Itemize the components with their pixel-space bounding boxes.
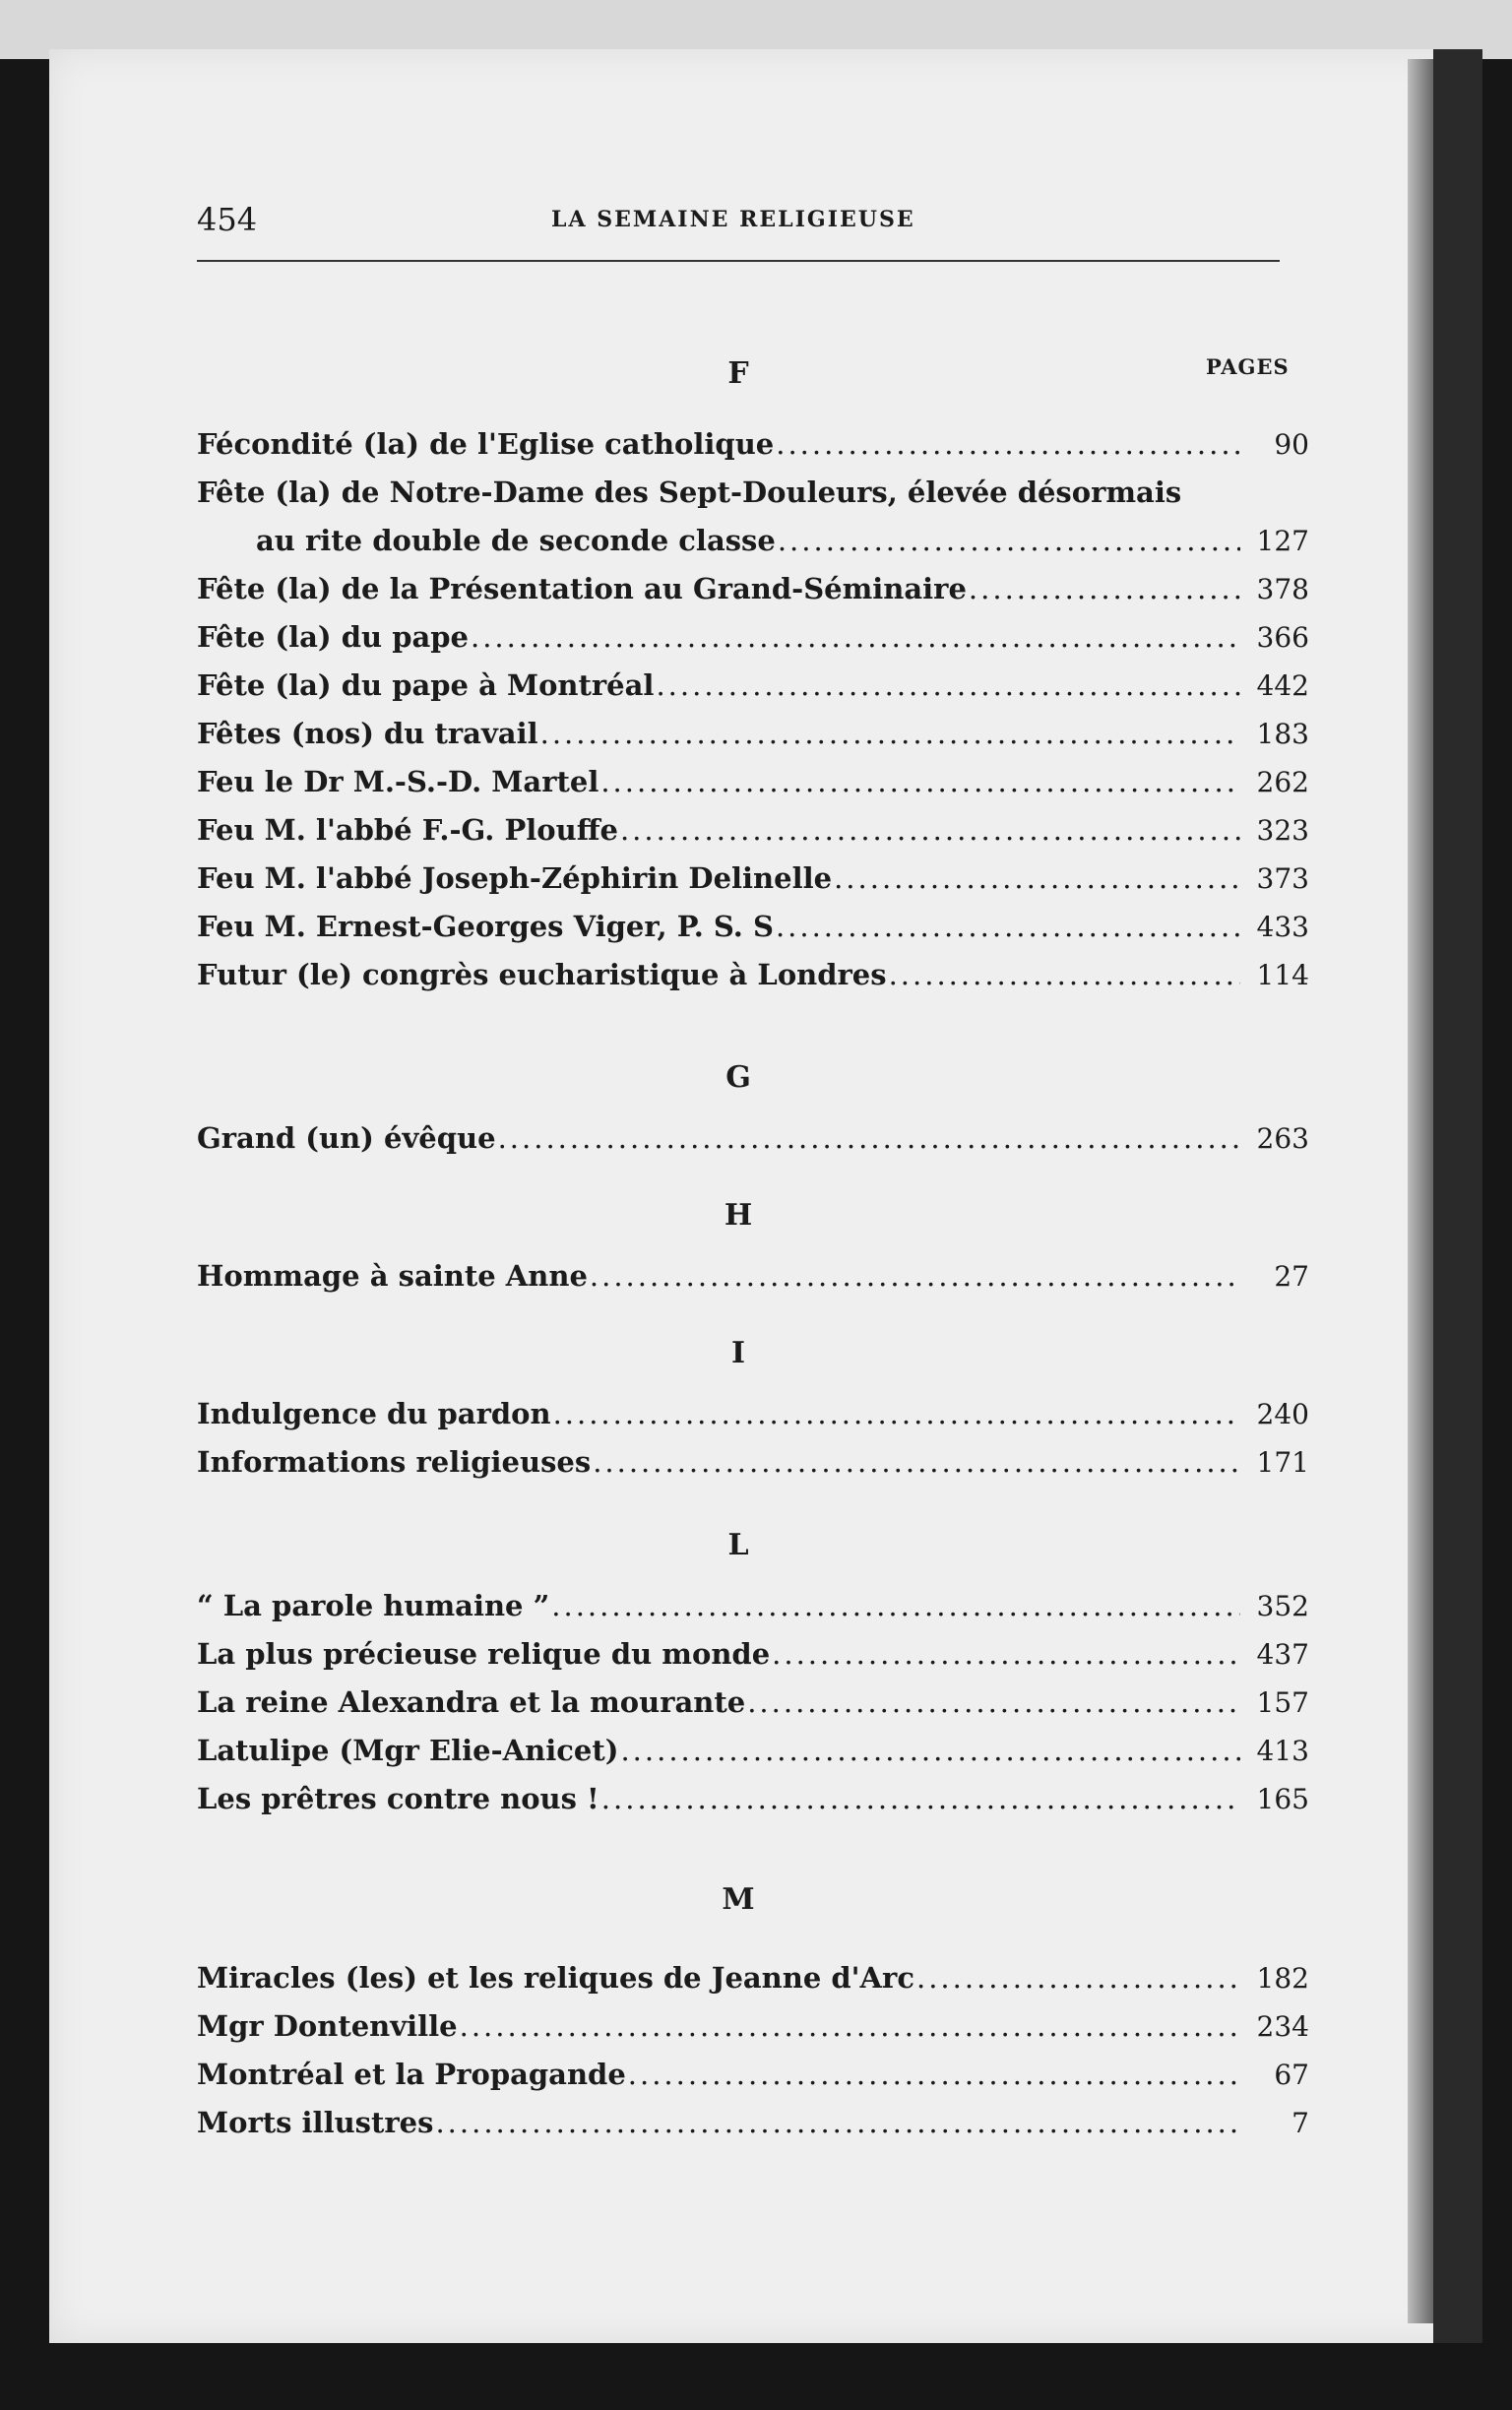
dot-leader bbox=[776, 903, 1240, 951]
entry-page: 183 bbox=[1256, 718, 1309, 750]
entry-page: 157 bbox=[1256, 1686, 1309, 1719]
section-letter: L bbox=[727, 1528, 749, 1562]
entry-page: 352 bbox=[1256, 1590, 1309, 1622]
index-entry bbox=[197, 2051, 1309, 2099]
index-section-l bbox=[197, 1521, 1329, 1823]
dot-leader bbox=[435, 2099, 1240, 2147]
index-entry bbox=[197, 2099, 1309, 2147]
entry-page: 240 bbox=[1256, 1398, 1309, 1430]
index-entry bbox=[197, 806, 1309, 855]
entry-page: 171 bbox=[1256, 1446, 1309, 1479]
dot-leader bbox=[656, 662, 1240, 710]
entry-title: Feu M. l'abbé F.-G. Plouffe bbox=[197, 813, 618, 847]
index-entry bbox=[197, 1582, 1309, 1630]
dot-leader bbox=[553, 1390, 1240, 1438]
entry-title: Fécondité (la) de l'Eglise catholique bbox=[197, 427, 775, 461]
header-rule bbox=[197, 260, 1280, 262]
dot-leader bbox=[778, 517, 1240, 565]
dot-leader bbox=[460, 2002, 1240, 2051]
dot-leader bbox=[471, 613, 1240, 662]
dot-leader bbox=[590, 1252, 1240, 1300]
dot-leader bbox=[776, 420, 1240, 469]
entry-title: La plus précieuse relique du monde bbox=[197, 1637, 771, 1671]
index-entry bbox=[197, 903, 1309, 951]
entry-page: 182 bbox=[1256, 1962, 1309, 1995]
dot-leader bbox=[916, 1954, 1240, 2002]
entry-title: Mgr Dontenville bbox=[197, 2009, 458, 2043]
entry-page: 373 bbox=[1256, 862, 1309, 895]
index-entry bbox=[197, 1679, 1309, 1727]
entry-title: Morts illustres bbox=[197, 2106, 434, 2139]
index-entry bbox=[197, 951, 1309, 999]
index-entry bbox=[197, 710, 1309, 758]
dot-leader bbox=[593, 1438, 1240, 1487]
dot-leader bbox=[620, 806, 1240, 855]
entry-page: 263 bbox=[1256, 1122, 1309, 1155]
entry-page: 366 bbox=[1256, 621, 1309, 654]
index-section-f bbox=[197, 349, 1329, 999]
index-entry bbox=[197, 855, 1309, 903]
dot-leader bbox=[969, 565, 1240, 613]
dot-leader bbox=[889, 951, 1240, 999]
entry-title: Montréal et la Propagande bbox=[197, 2058, 626, 2091]
entry-page: 27 bbox=[1274, 1260, 1309, 1293]
entry-title: Futur (le) congrès eucharistique à Londres bbox=[197, 958, 887, 991]
index-entry bbox=[197, 758, 1309, 806]
entry-title: Fête (la) de Notre-Dame des Sept-Douleurs, élevée désormais bbox=[197, 476, 1182, 509]
entry-title: Fête (la) du pape à Montréal bbox=[197, 668, 655, 702]
entry-title: Feu le Dr M.-S.-D. Martel bbox=[197, 765, 599, 798]
entry-title: Latulipe (Mgr Elie-Anicet) bbox=[197, 1734, 619, 1767]
entry-page: 262 bbox=[1256, 766, 1309, 798]
dot-leader bbox=[772, 1630, 1240, 1679]
journal-title: LA SEMAINE RELIGIEUSE bbox=[551, 207, 915, 232]
index-section-h bbox=[197, 1191, 1329, 1300]
section-letter: H bbox=[724, 1198, 753, 1233]
index-entry bbox=[197, 1775, 1309, 1823]
dot-leader bbox=[620, 1727, 1240, 1775]
entry-title: Hommage à sainte Anne bbox=[197, 1259, 588, 1293]
index-entry bbox=[197, 1252, 1309, 1300]
index-entry bbox=[197, 1114, 1309, 1163]
entry-page: 378 bbox=[1256, 573, 1309, 605]
entry-page: 413 bbox=[1256, 1735, 1309, 1767]
index-entry bbox=[197, 420, 1309, 469]
entry-title: Miracles (les) et les reliques de Jeanne d'Arc bbox=[197, 1961, 914, 1995]
entry-page: 165 bbox=[1256, 1783, 1309, 1815]
entry-title: Indulgence du pardon bbox=[197, 1397, 551, 1430]
dot-leader bbox=[601, 1775, 1240, 1823]
index-entry bbox=[197, 662, 1309, 710]
dot-leader bbox=[551, 1582, 1240, 1630]
dot-leader bbox=[540, 710, 1240, 758]
entry-page: 437 bbox=[1256, 1638, 1309, 1671]
index-section-g bbox=[197, 1053, 1329, 1163]
entry-title: Fêtes (nos) du travail bbox=[197, 717, 538, 750]
running-head bbox=[197, 187, 1329, 246]
entry-page: 127 bbox=[1256, 525, 1309, 557]
entry-title: Grand (un) évêque bbox=[197, 1121, 496, 1155]
entry-title: Les prêtres contre nous ! bbox=[197, 1782, 599, 1815]
index-entry bbox=[197, 565, 1309, 613]
index-entry bbox=[197, 1438, 1309, 1487]
index-entry bbox=[197, 2002, 1309, 2051]
index-entry bbox=[197, 613, 1309, 662]
index-section-i bbox=[197, 1329, 1329, 1487]
dot-leader bbox=[498, 1114, 1240, 1163]
entry-page: 323 bbox=[1256, 814, 1309, 847]
entry-title: Informations religieuses bbox=[197, 1445, 592, 1479]
book-binding-edge bbox=[1433, 49, 1482, 2343]
entry-page: 67 bbox=[1274, 2059, 1309, 2091]
dot-leader bbox=[600, 758, 1240, 806]
entry-title: “ La parole humaine ” bbox=[197, 1589, 550, 1622]
entry-title: Feu M. l'abbé Joseph-Zéphirin Delinelle bbox=[197, 861, 833, 895]
entry-page: 234 bbox=[1256, 2010, 1309, 2043]
entry-title: Fête (la) de la Présentation au Grand-Séminaire bbox=[197, 572, 967, 605]
entry-title: La reine Alexandra et la mourante bbox=[197, 1685, 746, 1719]
index-entry-continuation bbox=[197, 517, 1309, 565]
section-letter: M bbox=[722, 1882, 755, 1917]
entry-page: 442 bbox=[1256, 669, 1309, 702]
entry-page: 7 bbox=[1292, 2107, 1309, 2139]
index-page-content bbox=[197, 187, 1329, 2139]
index-entry bbox=[197, 1727, 1309, 1775]
entry-title-continuation: au rite double de seconde classe bbox=[256, 524, 776, 557]
section-letter: G bbox=[725, 1060, 751, 1095]
index-entry bbox=[197, 1630, 1309, 1679]
index-section-m bbox=[197, 1875, 1329, 2147]
index-entry bbox=[197, 469, 1309, 517]
dot-leader bbox=[628, 2051, 1240, 2099]
dot-leader bbox=[747, 1679, 1240, 1727]
page-number: 454 bbox=[197, 201, 258, 238]
entry-page: 114 bbox=[1256, 959, 1309, 991]
entry-page: 90 bbox=[1274, 428, 1309, 461]
dot-leader bbox=[834, 855, 1240, 903]
entry-page: 433 bbox=[1256, 911, 1309, 943]
entry-title: Fête (la) du pape bbox=[197, 620, 469, 654]
pages-column-label: PAGES bbox=[1206, 354, 1290, 379]
section-letter: I bbox=[730, 1336, 746, 1370]
section-letter: F bbox=[727, 356, 749, 391]
entry-title: Feu M. Ernest-Georges Viger, P. S. S bbox=[197, 910, 774, 943]
index-entry bbox=[197, 1954, 1309, 2002]
index-entry bbox=[197, 1390, 1309, 1438]
